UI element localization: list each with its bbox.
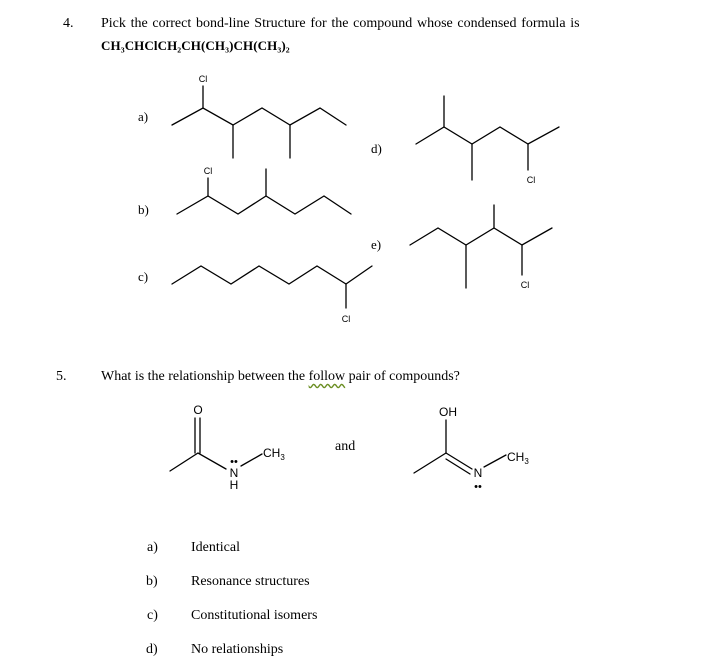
chloro-label-d: Cl [526, 175, 536, 185]
nitrogen-label-2: N [473, 466, 483, 480]
chloro-label-a: Cl [198, 74, 208, 84]
chloro-label-c: Cl [341, 314, 351, 324]
chloro-label-b: Cl [203, 166, 213, 176]
question-4-formula: CH₃CHClCH₂CH(CH₃)CH(CH₃)₂ [101, 38, 290, 53]
chloro-label-e: Cl [520, 280, 530, 290]
molecule-1 [170, 403, 285, 492]
option-a-label: a) [138, 109, 149, 124]
question-4-prompt: Pick the correct bond-line Structure for the compound whose condensed formula is [101, 16, 580, 31]
oxygen-label: O [193, 403, 203, 417]
methyl-label-2: $CH_3$ [507, 450, 529, 466]
option-b-label: b) [138, 202, 149, 217]
option-c-label: c) [138, 269, 149, 284]
nitrogen-label-1: N [229, 466, 239, 480]
hydrogen-label: H [229, 478, 239, 492]
option-d-label: d) [371, 141, 382, 156]
choice-d-label: d) [146, 642, 158, 657]
choice-a-label: a) [147, 540, 158, 555]
flagged-word: follow [308, 369, 346, 384]
choice-c-text: Constitutional isomers [191, 608, 318, 623]
option-e-label: e) [371, 237, 382, 252]
question-5-number: 5. [56, 369, 67, 384]
choice-d-text: No relationships [191, 642, 284, 657]
lone-pair-1: •• [230, 456, 238, 468]
question-5-prompt: What is the relationship between the follow pair of compounds? [101, 369, 460, 384]
lone-pair-2: •• [474, 481, 482, 493]
choice-b-text: Resonance structures [191, 574, 310, 589]
question-4-number: 4. [63, 16, 74, 31]
molecule-2 [414, 405, 529, 493]
hydroxyl-label: OH [439, 405, 457, 419]
and-connector: and [335, 439, 356, 454]
choice-b-label: b) [146, 574, 158, 589]
choice-c-label: c) [147, 608, 158, 623]
methyl-label-1: $CH_3$ [263, 446, 285, 462]
choice-a-text: Identical [191, 540, 240, 555]
